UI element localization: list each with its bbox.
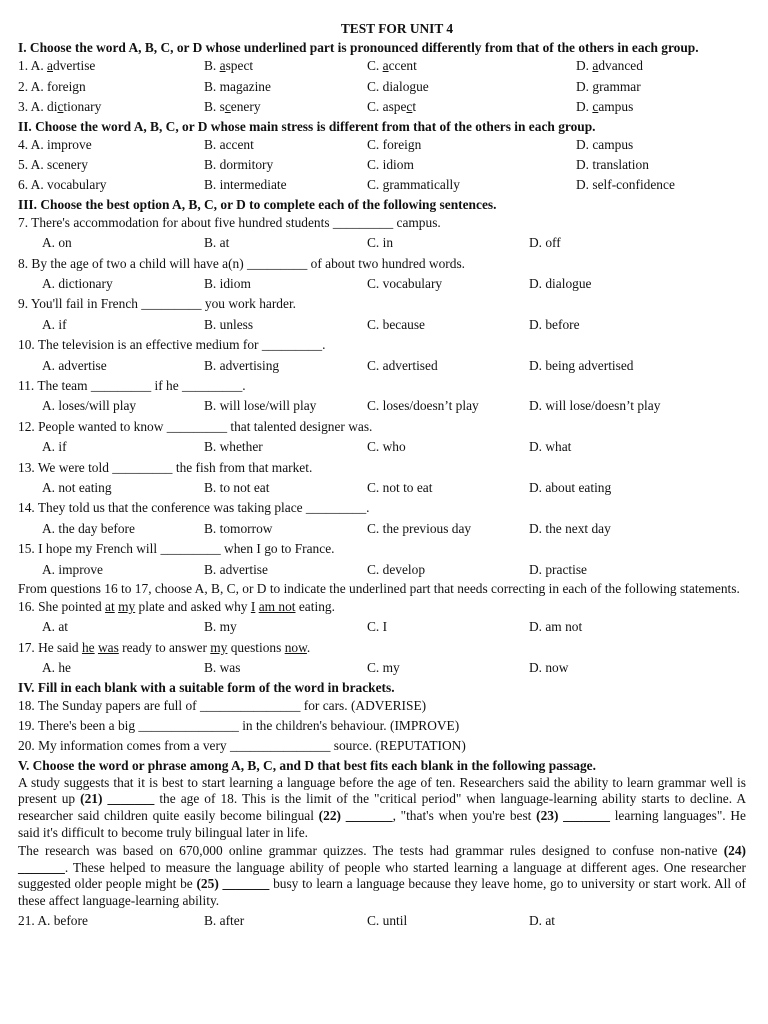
option: C. in xyxy=(367,235,394,251)
option: A. if xyxy=(42,439,67,455)
option: D. translation xyxy=(576,156,649,172)
option: C. develop xyxy=(367,561,426,577)
option: B. was xyxy=(204,660,241,676)
option: C. not to eat xyxy=(367,479,433,495)
option: B. intermediate xyxy=(204,177,287,193)
question-row xyxy=(18,56,746,76)
option: B. magazine xyxy=(204,78,271,94)
option: C. the previous day xyxy=(367,520,472,536)
option: A. at xyxy=(42,619,69,635)
question-text: 7. There's accommodation for about five hundred students _________ campus. xyxy=(18,214,441,230)
question-text: 18. The Sunday papers are full of _______________ for cars. (ADVERISE) xyxy=(18,697,427,713)
option: A. advertise xyxy=(42,357,107,373)
option: D. about eating xyxy=(529,479,612,495)
option: 21. A. before xyxy=(18,913,88,929)
option: C. who xyxy=(367,439,406,455)
option: 3. A. dictionary xyxy=(18,99,102,115)
option: B. advertise xyxy=(204,561,268,577)
question-row xyxy=(18,77,746,97)
options-row xyxy=(18,478,746,498)
option: B. idiom xyxy=(204,275,251,291)
option: A. loses/will play xyxy=(42,398,137,414)
option: D. what xyxy=(529,439,572,455)
option: B. advertising xyxy=(204,357,280,373)
option: A. not eating xyxy=(42,479,112,495)
option: D. campus xyxy=(576,136,634,152)
options-row xyxy=(18,560,746,580)
option: D. dialogue xyxy=(529,275,592,291)
question-text: 13. We were told _________ the fish from that market. xyxy=(18,459,313,475)
option: A. on xyxy=(42,235,72,251)
option: C. accent xyxy=(367,58,417,74)
options-row xyxy=(18,437,746,457)
question-row xyxy=(18,97,746,117)
question-text: 10. The television is an effective medium for _________. xyxy=(18,337,326,353)
option: D. off xyxy=(529,235,561,251)
option: A. he xyxy=(42,660,72,676)
option: A. improve xyxy=(42,561,103,577)
option: B. tomorrow xyxy=(204,520,273,536)
section-1-heading: I. Choose the word A, B, C, or D whose underlined part is pronounced differently from that of the others in each group. xyxy=(18,40,699,56)
option: D. self-confidence xyxy=(576,177,675,193)
option: C. advertised xyxy=(367,357,438,373)
option: D. the next day xyxy=(529,520,611,536)
option: B. after xyxy=(204,913,245,929)
option: B. at xyxy=(204,235,230,251)
options-row xyxy=(18,617,746,637)
option: B. my xyxy=(204,619,237,635)
option: B. dormitory xyxy=(204,156,274,172)
question-text: 15. I hope my French will _________ when I go to France. xyxy=(18,541,335,557)
option: D. now xyxy=(529,660,569,676)
options-row xyxy=(18,233,746,253)
option: D. being advertised xyxy=(529,357,634,373)
section-3-heading: III. Choose the best option A, B, C, or D to complete each of the following sentences. xyxy=(18,196,497,212)
option: D. will lose/doesn’t play xyxy=(529,398,661,414)
option: A. if xyxy=(42,316,67,332)
option: 6. A. vocabulary xyxy=(18,177,107,193)
question-text: 14. They told us that the conference was taking place _________. xyxy=(18,500,370,516)
option: B. unless xyxy=(204,316,254,332)
section-2-heading: II. Choose the word A, B, C, or D whose main stress is different from that of the others in each group. xyxy=(18,118,596,134)
options-row xyxy=(18,911,746,931)
option: A. dictionary xyxy=(42,275,113,291)
option: B. whether xyxy=(204,439,263,455)
options-row xyxy=(18,658,746,678)
option: C. foreign xyxy=(367,136,422,152)
option: B. to not eat xyxy=(204,479,270,495)
question-text: 8. By the age of two a child will have a(n) _________ of about two hundred words. xyxy=(18,255,466,271)
option: D. advanced xyxy=(576,58,643,74)
option: A. the day before xyxy=(42,520,135,536)
option: C. I xyxy=(367,619,388,635)
option: D. am not xyxy=(529,619,583,635)
options-row xyxy=(18,274,746,294)
option: D. at xyxy=(529,913,556,929)
question-text: 12. People wanted to know _________ that talented designer was. xyxy=(18,418,373,434)
option: 4. A. improve xyxy=(18,136,92,152)
question-text: 9. You'll fail in French _________ you work harder. xyxy=(18,296,297,312)
option: D. campus xyxy=(576,99,634,115)
options-row xyxy=(18,356,746,376)
question-text: 19. There's been a big _______________ in the children's behaviour. (IMPROVE) xyxy=(18,717,460,733)
option: C. because xyxy=(367,316,426,332)
question-text: 16. She pointed at my plate and asked why I am not eating. xyxy=(18,598,335,614)
option: B. accent xyxy=(204,136,254,152)
option: C. aspect xyxy=(367,99,417,115)
question-text: 20. My information comes from a very _______________ source. (REPUTATION) xyxy=(18,738,466,754)
option: D. practise xyxy=(529,561,588,577)
options-row xyxy=(18,315,746,335)
option: C. grammatically xyxy=(367,177,460,193)
section-1-rows xyxy=(18,56,746,117)
option: C. idiom xyxy=(367,156,414,172)
error-instruction: From questions 16 to 17, choose A, B, C, or D to indicate the underlined part that needs correcting in each of the following statements. xyxy=(18,580,740,596)
option: 2. A. foreign xyxy=(18,78,86,94)
question-text: 17. He said he was ready to answer my questions now. xyxy=(18,639,311,655)
page-title: TEST FOR UNIT 4 xyxy=(340,21,454,36)
option: C. my xyxy=(367,660,400,676)
options-row xyxy=(18,519,746,539)
section-4-heading: IV. Fill in each blank with a suitable form of the word in brackets. xyxy=(18,679,395,695)
section-5-heading: V. Choose the word or phrase among A, B, C, and D that best fits each blank in the following passage. xyxy=(18,757,596,773)
option: B. will lose/will play xyxy=(204,398,317,414)
option: 5. A. scenery xyxy=(18,156,88,172)
option: C. loses/doesn’t play xyxy=(367,398,479,414)
question-text: 11. The team _________ if he _________. xyxy=(18,377,246,393)
question-row xyxy=(18,135,746,155)
question-row xyxy=(18,155,746,175)
question-row xyxy=(18,175,746,195)
option: D. before xyxy=(529,316,580,332)
option: C. until xyxy=(367,913,408,929)
option: B. scenery xyxy=(204,99,261,115)
option: B. aspect xyxy=(204,58,254,74)
option: C. vocabulary xyxy=(367,275,443,291)
option: D. grammar xyxy=(576,78,641,94)
passage-paragraph-1: A study suggests that it is best to start learning a language before the age of ten. Researchers said the ability to learn grammar well is present up (21) _______ the age of 18. This is the limit of the "critical period" when language-learning ability starts to decline. A researcher said children quite easily become bilingual (22) _______, "that's when you're best (23) _______ learning languages". He said it's difficult to become truly bilingual later in life. xyxy=(18,774,746,840)
option: 1. A. advertise xyxy=(18,58,96,74)
passage-paragraph-2: The research was based on 670,000 online grammar quizzes. The tests had grammar rules designed to confuse non-native (24) _______. These helped to measure the language ability of people who started learning a language at different ages. One researcher suggested older people might be (25) _______ busy to learn a language because they leave home, go to university or start work. All of these affect language-learning ability. xyxy=(18,843,746,908)
option: C. dialogue xyxy=(367,78,429,94)
options-row xyxy=(18,396,746,416)
